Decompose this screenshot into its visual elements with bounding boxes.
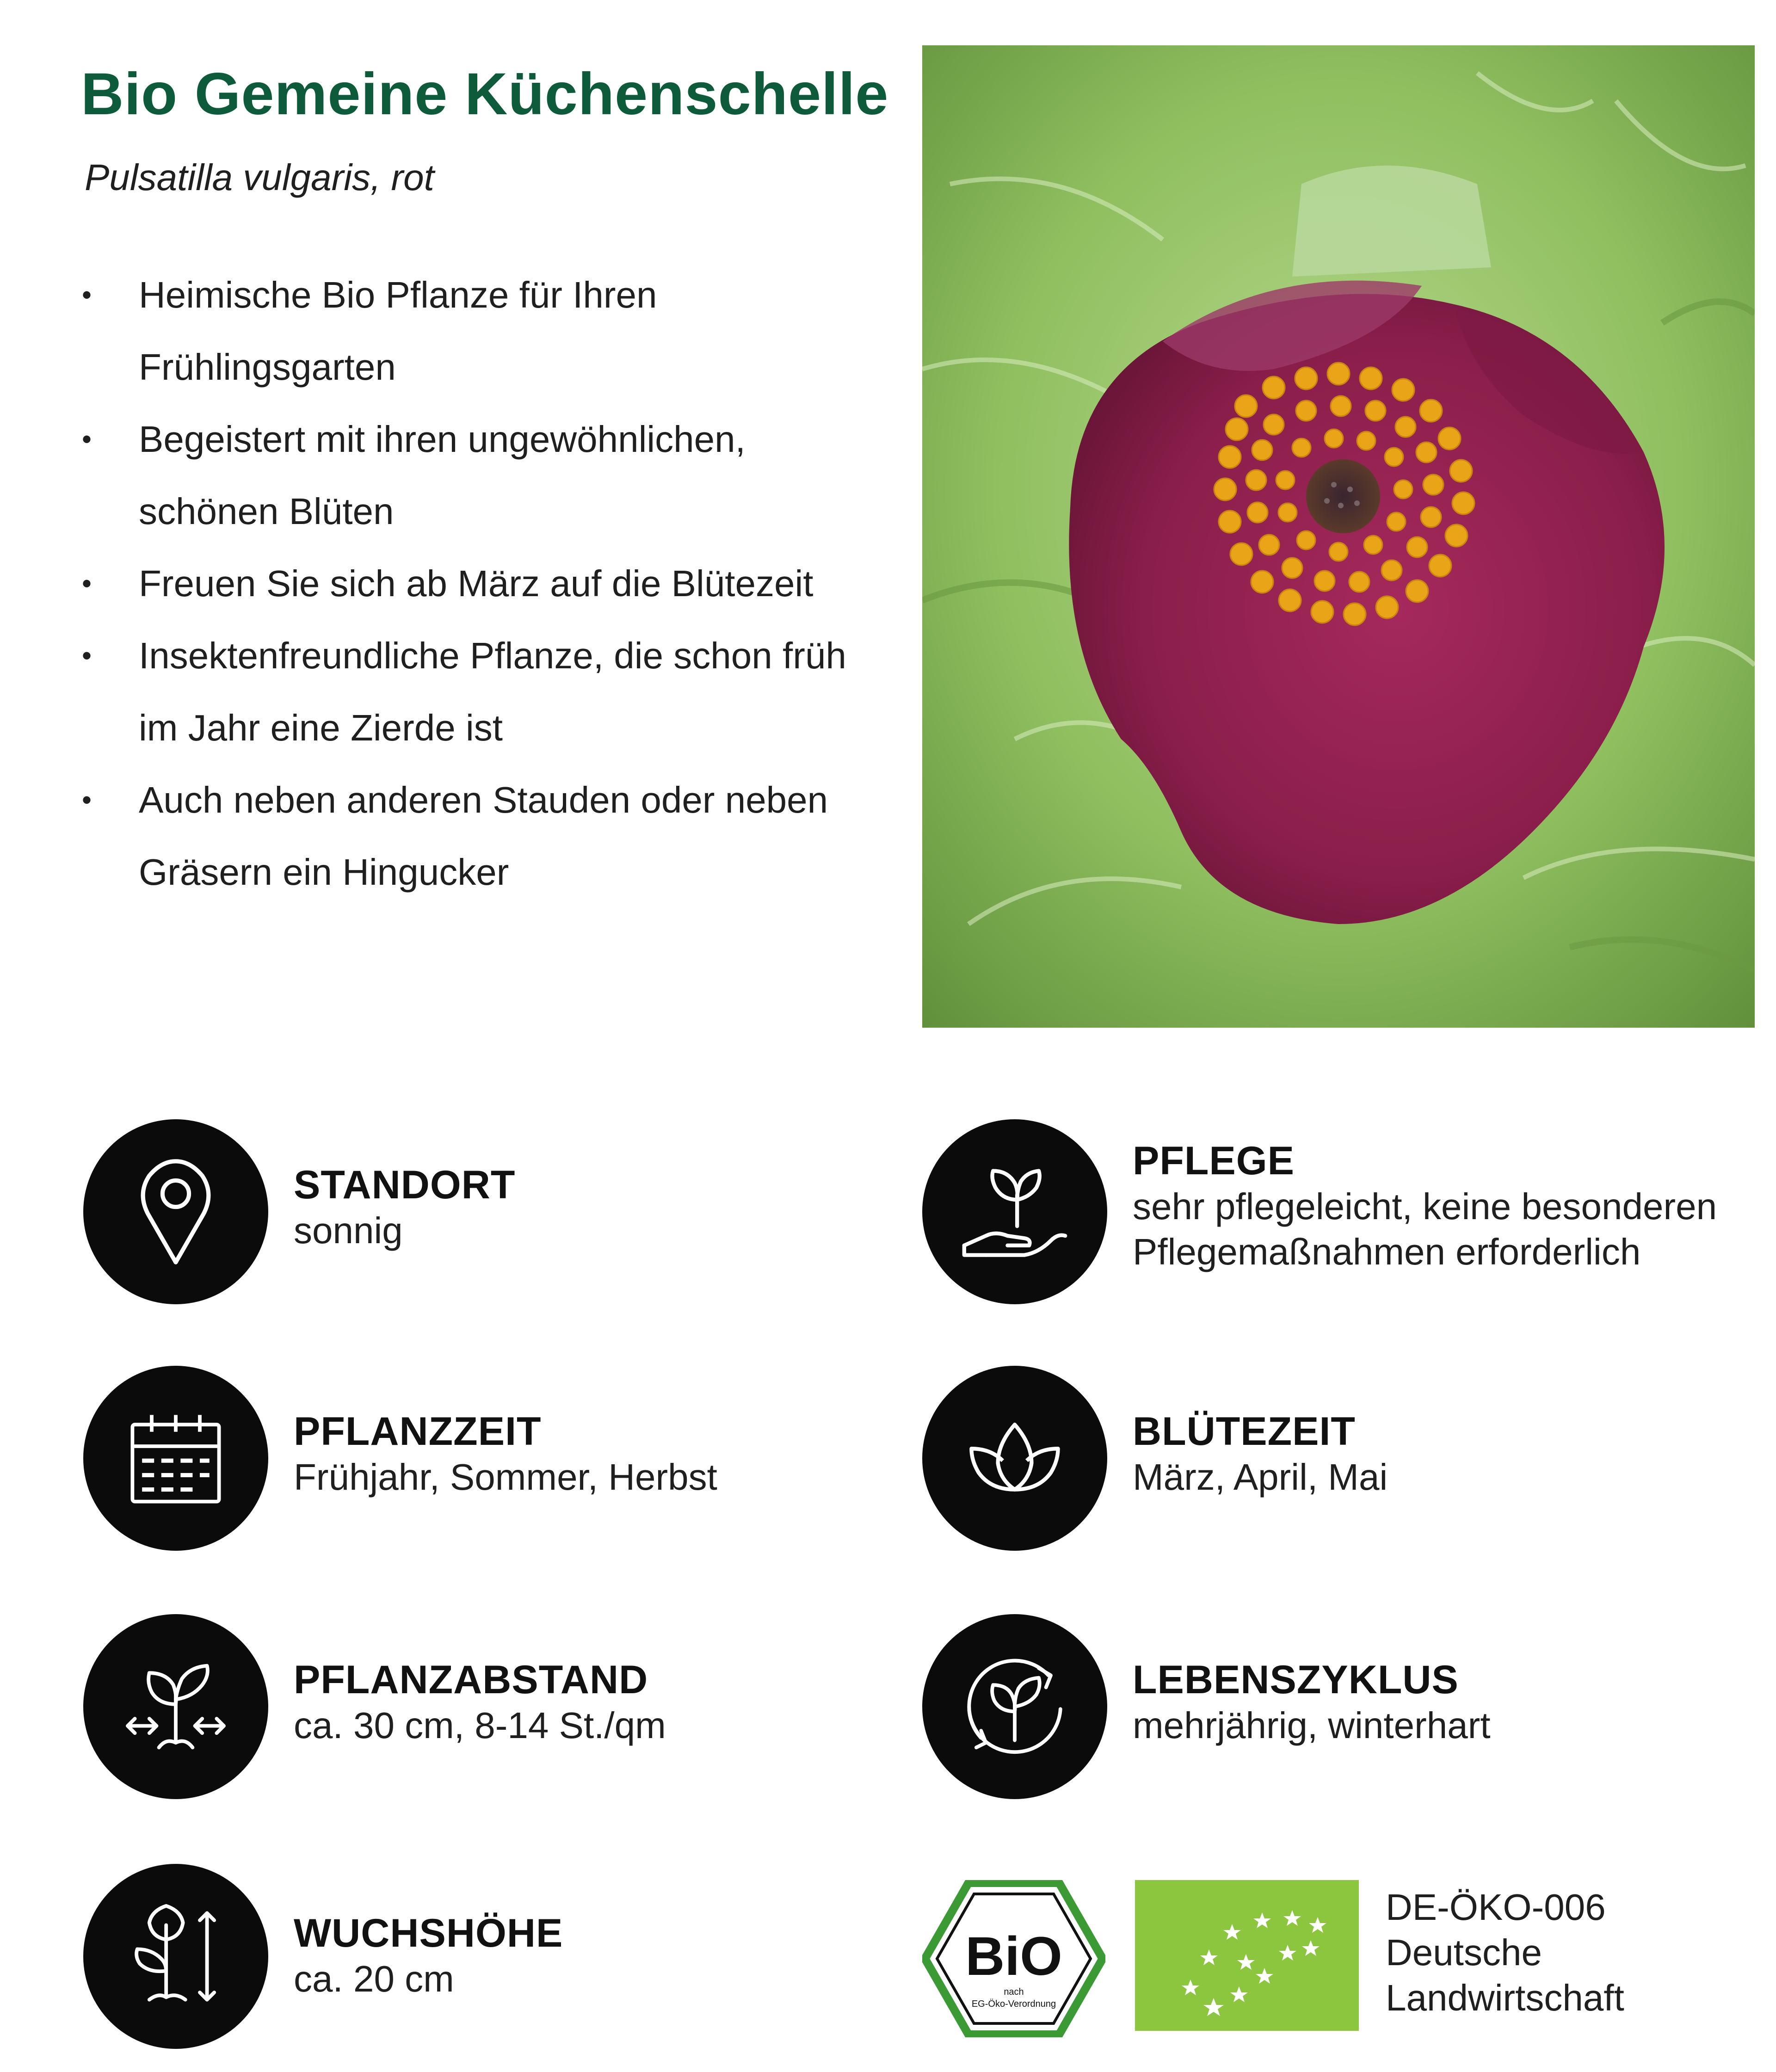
feature-label: PFLEGE [1133, 1139, 1295, 1183]
feature-pflege [922, 1119, 1755, 1304]
feature-label: PFLANZZEIT [294, 1409, 542, 1454]
feature-value: März, April, Mai [1133, 1456, 1388, 1498]
feature-label: WUCHSHÖHE [294, 1911, 563, 1955]
bullet-dot: • [82, 640, 92, 671]
feature-value: sonnig [294, 1210, 403, 1251]
bullet-item: • Heimische Bio Pflanze für Ihren Frühlingsgarten [76, 259, 886, 403]
botanical-name: Pulsatilla vulgaris, rot [85, 157, 434, 198]
plant-height-icon [83, 1864, 268, 2049]
feature-value: Frühjahr, Sommer, Herbst [294, 1456, 717, 1498]
bio-seal-logo [922, 1880, 1105, 2037]
bullet-item: • Auch neben anderen Stauden oder neben Gräsern ein Hingucker [76, 764, 886, 908]
feature-value: sehr pflegeleicht, keine besonderen Pflegemaßnahmen erforderlich [1133, 1186, 1717, 1272]
feature-label: PFLANZABSTAND [294, 1658, 648, 1702]
bio-seal-small-1: nach [1004, 1987, 1024, 1997]
organic-certification-text [1386, 1885, 1624, 2021]
certification-origin-line-2: Landwirtschaft [1386, 1977, 1624, 2018]
product-title: Bio Gemeine Küchenschelle [81, 61, 889, 127]
bio-seal-text: BiO [965, 1926, 1062, 1987]
feature-value: ca. 20 cm [294, 1958, 454, 1999]
feature-wuchshoehe [83, 1864, 916, 2049]
feature-label: LEBENSZYKLUS [1133, 1658, 1459, 1702]
feature-value: mehrjährig, winterhart [1133, 1705, 1491, 1746]
lotus-flower-icon [922, 1366, 1107, 1551]
feature-pflanzzeit [83, 1366, 916, 1551]
bullet-dot: • [82, 568, 92, 599]
plant-spacing-icon [83, 1614, 268, 1799]
location-pin-icon [83, 1119, 268, 1304]
plant-cycle-icon [922, 1614, 1107, 1799]
feature-pflanzabstand [83, 1614, 916, 1799]
feature-label: BLÜTEZEIT [1133, 1409, 1356, 1454]
hand-sprout-icon [922, 1119, 1107, 1304]
certification-origin-line-1: Deutsche [1386, 1932, 1542, 1973]
bullet-dot: • [82, 279, 92, 310]
feature-label: STANDORT [294, 1163, 516, 1207]
bullet-dot: • [82, 424, 92, 455]
feature-value: ca. 30 cm, 8-14 St./qm [294, 1705, 666, 1746]
bullet-item: • Insektenfreundliche Pflanze, die schon früh im Jahr eine Zierde ist [76, 620, 886, 764]
calendar-icon [83, 1366, 268, 1551]
certification-code: DE-ÖKO-006 [1386, 1887, 1606, 1928]
bullet-dot: • [82, 784, 92, 815]
feature-standort [83, 1119, 916, 1304]
eu-organic-leaf-logo [1135, 1880, 1359, 2031]
feature-bluetezeit [922, 1366, 1755, 1551]
product-photo [922, 45, 1755, 1028]
feature-lebenszyklus [922, 1614, 1755, 1799]
feature-bullet-list [76, 259, 886, 908]
bio-seal-small-2: EG-Öko-Verordnung [971, 1999, 1056, 2009]
bullet-item: • Freuen Sie sich ab März auf die Blütezeit [76, 548, 886, 620]
bullet-item: • Begeistert mit ihren ungewöhnlichen, schönen Blüten [76, 403, 886, 548]
